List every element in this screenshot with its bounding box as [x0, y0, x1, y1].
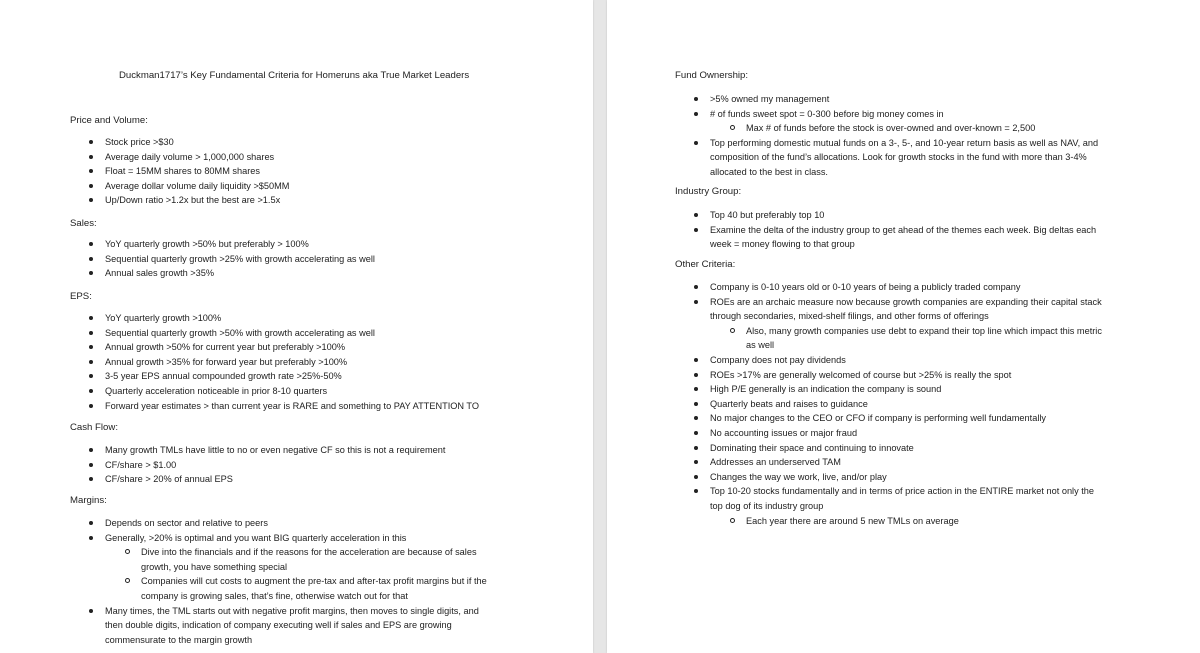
list-item: Sequential quarterly growth >50% with growth accelerating as well — [89, 326, 569, 341]
list-item-continued: week = money flowing to that group — [710, 239, 855, 250]
list-item: Many growth TMLs have little to no or even negative CF so this is not a requirement — [89, 443, 569, 458]
list-item: Dominating their space and continuing to innovate — [694, 441, 1189, 456]
list-item: Changes the way we work, live, and/or play — [694, 470, 1189, 485]
list-subitem-continued: growth, you have something special — [141, 561, 288, 572]
list-eps — [89, 311, 569, 413]
list-other-criteria — [694, 280, 1189, 528]
list-item: Many times, the TML starts out with negative profit margins, then moves to single digits, and — [89, 604, 569, 619]
list-item: Depends on sector and relative to peers — [89, 516, 569, 531]
page-title: Duckman1717’s Key Fundamental Criteria for Homeruns aka True Market Leaders — [119, 70, 470, 81]
heading-other-criteria: Other Criteria: — [675, 259, 736, 270]
list-item: Top 10-20 stocks fundamentally and in terms of price action in the ENTIRE market not only the — [694, 484, 1189, 499]
list-item: Sequential quarterly growth >25% with growth accelerating as well — [89, 252, 559, 267]
list-item: Up/Down ratio >1.2x but the best are >1.5x — [89, 193, 559, 208]
list-sales — [89, 237, 559, 281]
list-industry-group — [694, 208, 1184, 252]
list-item: 3-5 year EPS annual compounded growth rate >25%-50% — [89, 369, 569, 384]
list-cash-flow — [89, 443, 569, 487]
list-item: Top 40 but preferably top 10 — [694, 208, 1184, 223]
list-item: No accounting issues or major fraud — [694, 426, 1189, 441]
document-page-right — [607, 0, 1200, 653]
heading-price-volume: Price and Volume: — [70, 115, 148, 126]
list-item: Annual growth >35% for forward year but preferably >100% — [89, 355, 569, 370]
list-item: Addresses an underserved TAM — [694, 455, 1189, 470]
list-item: Float = 15MM shares to 80MM shares — [89, 164, 559, 179]
list-item: Examine the delta of the industry group to get ahead of the themes each week. Big deltas each — [694, 223, 1184, 238]
heading-fund-ownership: Fund Ownership: — [675, 70, 749, 81]
list-subitem: Each year there are around 5 new TMLs on average — [694, 514, 1189, 529]
list-margins — [89, 516, 569, 647]
list-subitem-continued: company is growing sales, that’s fine, otherwise watch out for that — [141, 590, 408, 601]
list-item: Average dollar volume daily liquidity >$50MM — [89, 179, 559, 194]
list-item: Generally, >20% is optimal and you want BIG quarterly acceleration in this — [89, 531, 569, 546]
list-item: CF/share > 20% of annual EPS — [89, 472, 569, 487]
list-item: No major changes to the CEO or CFO if company is performing well fundamentally — [694, 411, 1189, 426]
list-item: High P/E generally is an indication the company is sound — [694, 382, 1189, 397]
list-item-continued: through secondaries, mixed-shelf filings, and other forms of offerings — [710, 311, 989, 322]
list-item: YoY quarterly growth >50% but preferably > 100% — [89, 237, 559, 252]
list-item: Top performing domestic mutual funds on a 3-, 5-, and 10-year return basis as well as NAV, and — [694, 136, 1184, 151]
list-item-continued: top dog of its industry group — [710, 500, 824, 511]
list-item: ROEs >17% are generally welcomed of course but >25% is really the spot — [694, 368, 1189, 383]
list-subitem: Also, many growth companies use debt to expand their top line which impact this metric — [694, 324, 1189, 339]
list-item-continued: allocated to the best in class. — [710, 166, 828, 177]
list-item: ROEs are an archaic measure now because growth companies are expanding their capital stack — [694, 295, 1189, 310]
heading-sales: Sales: — [70, 218, 97, 229]
list-item: Annual sales growth >35% — [89, 266, 559, 281]
list-item: YoY quarterly growth >100% — [89, 311, 569, 326]
list-price-volume — [89, 135, 559, 208]
document-page-left — [0, 0, 593, 653]
list-subitem: Max # of funds before the stock is over-owned and over-known = 2,500 — [694, 121, 1184, 136]
list-item: Quarterly acceleration noticeable in prior 8-10 quarters — [89, 384, 569, 399]
heading-cash-flow: Cash Flow: — [70, 422, 118, 433]
list-item: Annual growth >50% for current year but preferably >100% — [89, 340, 569, 355]
list-item: # of funds sweet spot = 0-300 before big money comes in — [694, 107, 1184, 122]
list-subitem-continued: as well — [746, 340, 775, 351]
heading-eps: EPS: — [70, 291, 92, 302]
list-fund-ownership — [694, 92, 1184, 180]
list-item: Quarterly beats and raises to guidance — [694, 397, 1189, 412]
list-item: CF/share > $1.00 — [89, 458, 569, 473]
heading-industry-group: Industry Group: — [675, 186, 742, 197]
list-item-continued: then double digits, indication of company executing well if sales and EPS are growing — [105, 620, 452, 631]
list-subitem: Dive into the financials and if the reasons for the acceleration are because of sales — [89, 545, 569, 560]
list-item: >5% owned my management — [694, 92, 1184, 107]
list-item: Stock price >$30 — [89, 135, 559, 150]
list-item: Average daily volume > 1,000,000 shares — [89, 150, 559, 165]
list-item-continued: commensurate to the margin growth — [105, 634, 253, 645]
list-item: Company does not pay dividends — [694, 353, 1189, 368]
list-item: Company is 0-10 years old or 0-10 years of being a publicly traded company — [694, 280, 1189, 295]
list-item: Forward year estimates > than current year is RARE and something to PAY ATTENTION TO — [89, 399, 569, 414]
list-subitem: Companies will cut costs to augment the pre-tax and after-tax profit margins but if the — [89, 574, 569, 589]
heading-margins: Margins: — [70, 495, 107, 506]
list-item-continued: composition of the fund’s allocations. Look for growth stocks in the fund with more than 3-4% — [710, 152, 1087, 163]
